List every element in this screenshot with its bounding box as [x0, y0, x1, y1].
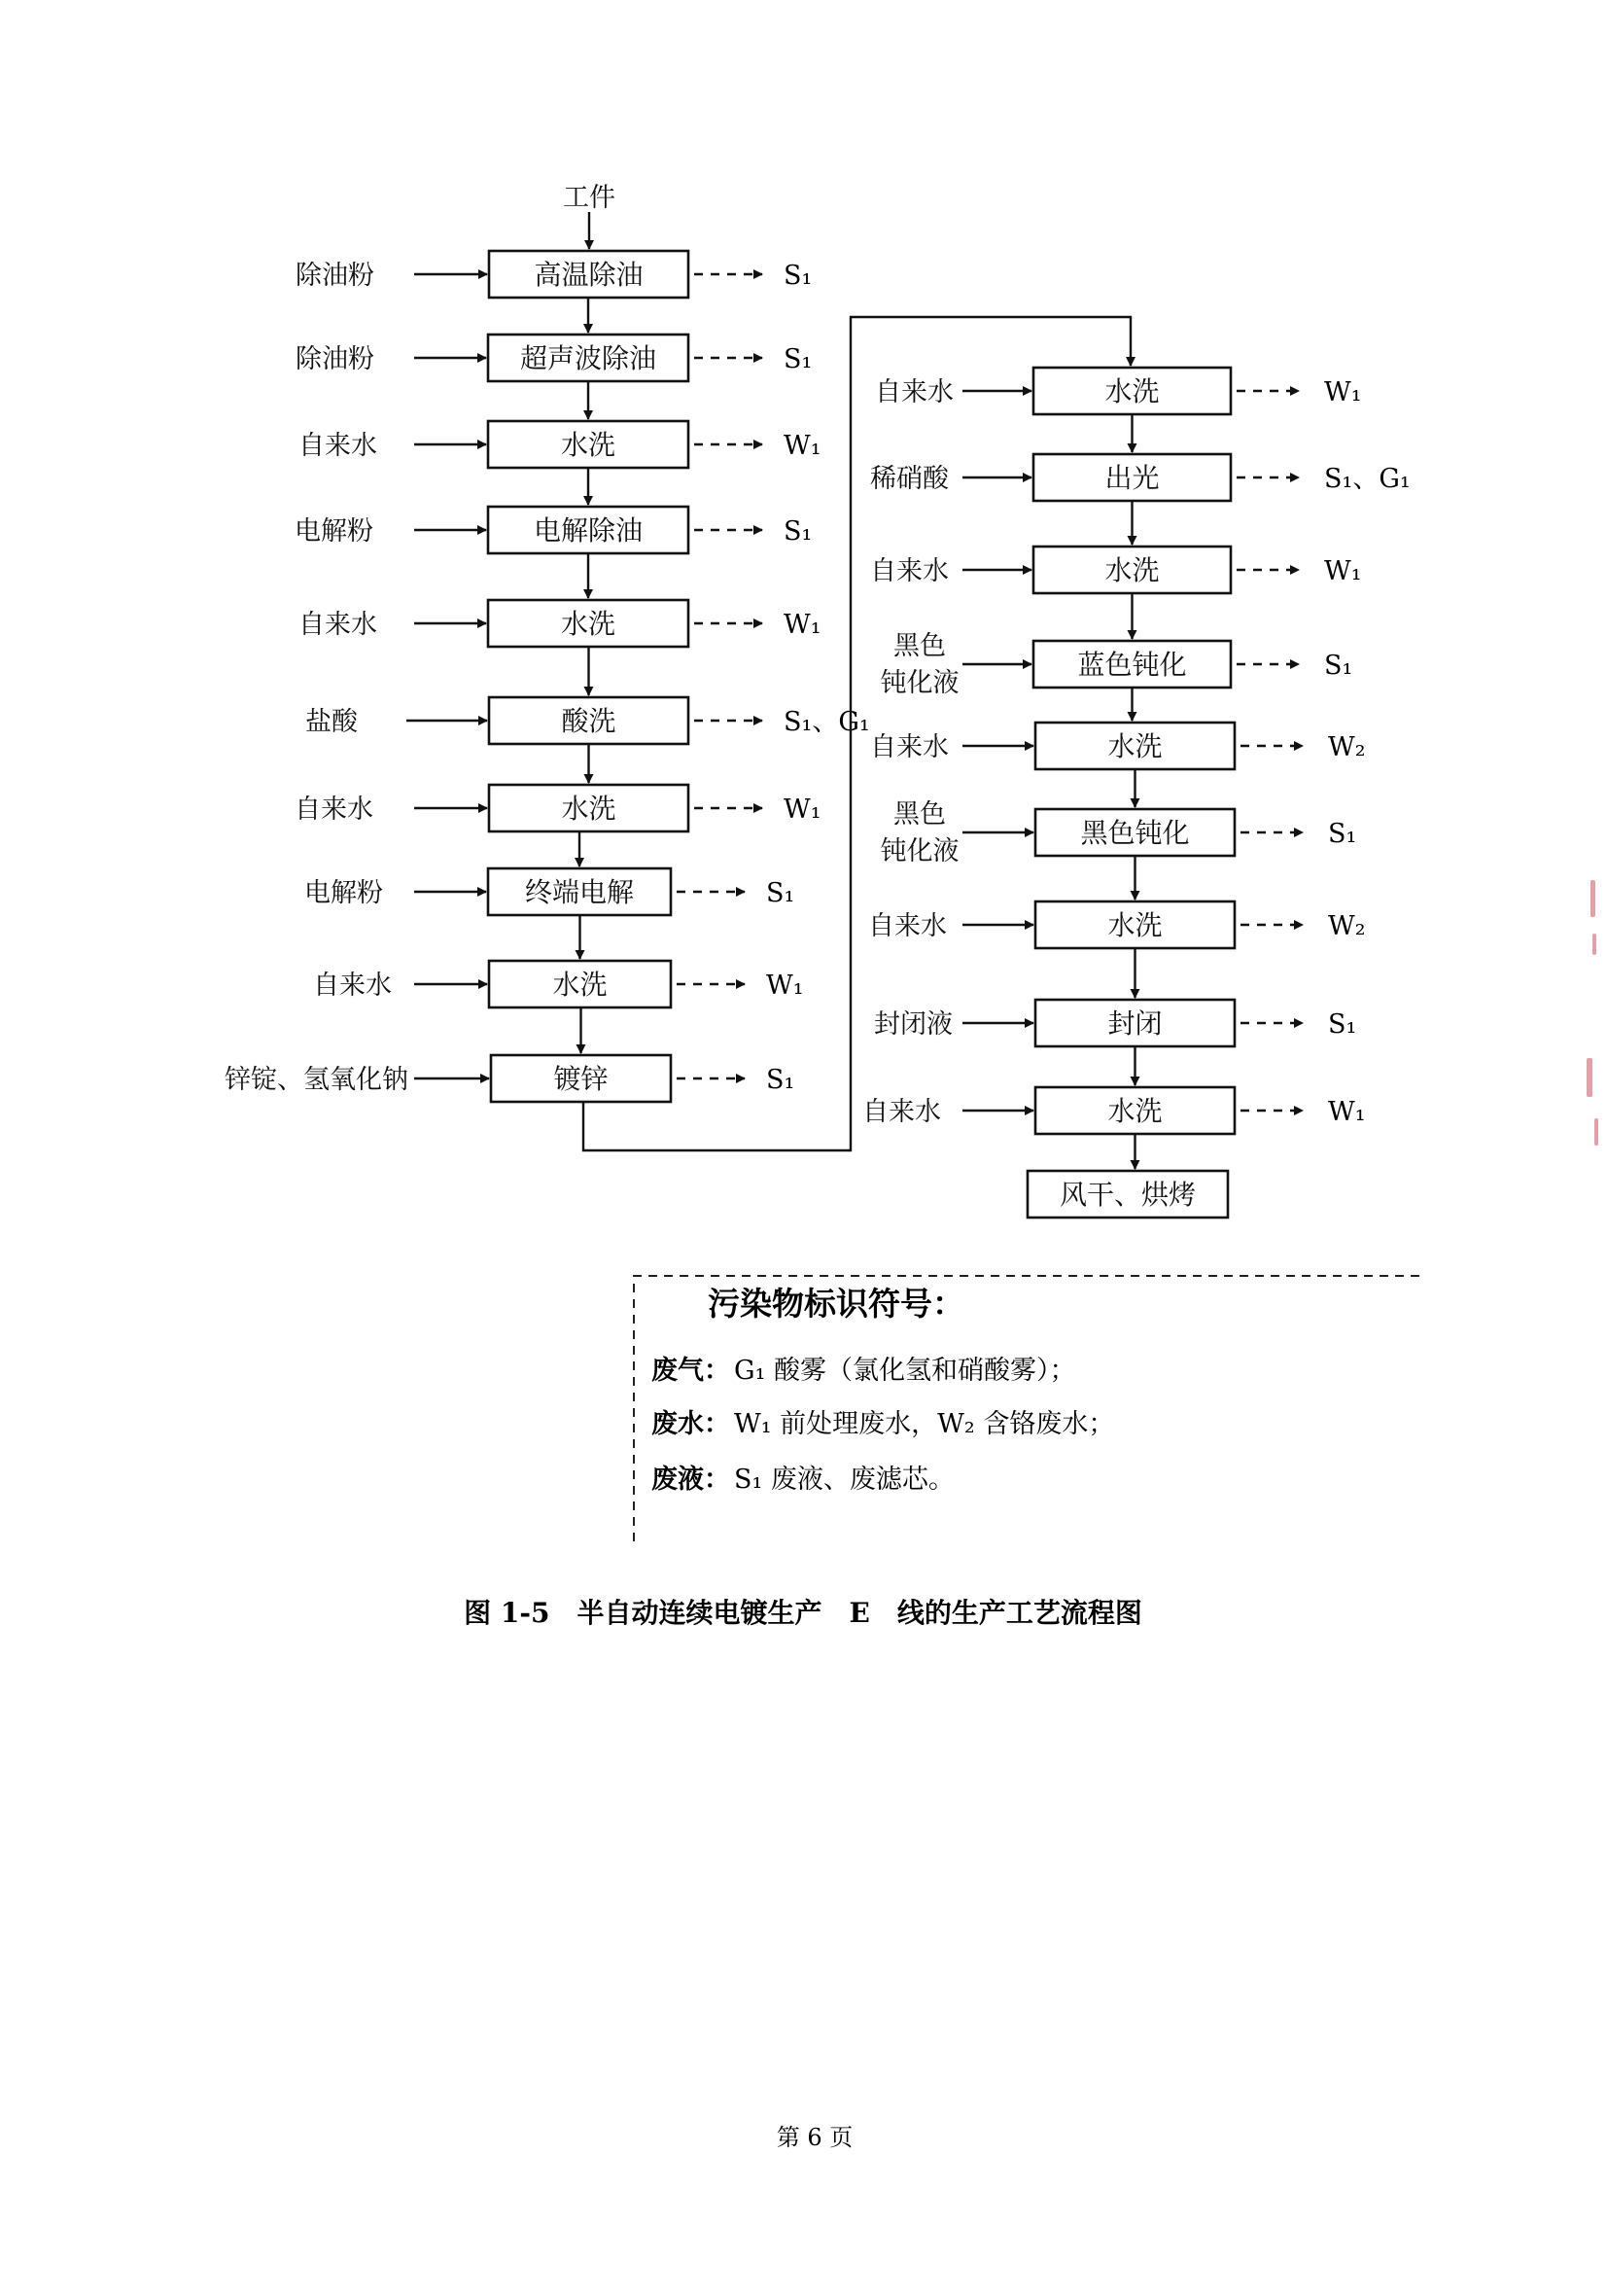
- legend-title: 污染物标识符号：: [708, 1285, 964, 1323]
- process-step-label: 高温除油: [534, 259, 644, 291]
- process-step-label: 水洗: [560, 608, 616, 640]
- legend-item-exhaust: 废气： G₁ 酸雾（氯化氢和硝酸雾）；: [651, 1356, 1076, 1386]
- process-step-label: 水洗: [1104, 554, 1160, 586]
- input-label: 自来水: [862, 1097, 941, 1127]
- input-label: 自来水: [295, 795, 373, 825]
- output-label: W₁: [784, 610, 821, 640]
- output-label: W₁: [1324, 377, 1362, 407]
- input-label: 除油粉: [296, 344, 374, 374]
- input-label: 电解粉: [304, 878, 383, 908]
- final-step-label: 风干、烘烤: [1059, 1179, 1197, 1211]
- output-label: W₁: [1328, 1097, 1366, 1127]
- input-label: 封闭液: [874, 1009, 953, 1040]
- output-label: W₁: [766, 971, 804, 1001]
- input-label: 自来水: [870, 732, 949, 762]
- output-label: S₁: [766, 1065, 795, 1095]
- page-number: 第 6 页: [776, 2124, 854, 2151]
- output-label: S₁: [766, 878, 795, 908]
- input-label: 自来水: [298, 431, 377, 461]
- input-label: 稀硝酸: [870, 464, 949, 494]
- output-label: S₁: [784, 516, 813, 547]
- source-label: 工件: [563, 183, 615, 213]
- input-label: 自来水: [298, 610, 377, 640]
- process-step-label: 水洗: [1107, 1095, 1163, 1127]
- output-label: S₁: [1328, 1009, 1357, 1040]
- stamp-marks: [1587, 880, 1598, 1146]
- output-label: S₁、G₁: [784, 707, 870, 737]
- process-step-label: 蓝色钝化: [1077, 649, 1187, 681]
- input-label: 黑色钝化液: [880, 631, 960, 698]
- process-step-label: 水洗: [561, 793, 616, 825]
- process-step-label: 水洗: [1107, 909, 1163, 941]
- process-step-label: 封闭: [1107, 1007, 1163, 1040]
- input-label: 黑色钝化液: [880, 799, 960, 866]
- output-label: S₁、G₁: [1324, 464, 1411, 494]
- output-label: W₁: [784, 431, 821, 461]
- output-label: S₁: [784, 261, 813, 291]
- process-step-label: 水洗: [552, 969, 608, 1001]
- process-step-label: 出光: [1104, 462, 1160, 494]
- output-label: W₁: [1324, 556, 1362, 586]
- pollutant-legend: [634, 1276, 1421, 1541]
- process-step-label: 终端电解: [524, 876, 635, 908]
- input-label: 电解粉: [295, 516, 373, 547]
- input-label: 盐酸: [305, 707, 358, 737]
- input-label: 锌锭、氢氧化钠: [225, 1065, 408, 1095]
- output-label: W₂: [1328, 911, 1366, 941]
- process-step-label: 水洗: [1107, 730, 1163, 762]
- process-step-label: 水洗: [560, 429, 616, 461]
- figure-caption: 图 1-5 半自动连续电镀生产 E 线的生产工艺流程图: [464, 1597, 1142, 1629]
- process-step-label: 镀锌: [553, 1063, 609, 1095]
- process-step-label: 超声波除油: [519, 342, 657, 374]
- input-label: 除油粉: [296, 261, 374, 291]
- input-label: 自来水: [313, 971, 392, 1001]
- output-label: S₁: [1324, 651, 1353, 681]
- input-label: 自来水: [868, 911, 947, 941]
- output-label: W₁: [784, 795, 821, 825]
- output-label: S₁: [1328, 819, 1357, 849]
- input-label: 自来水: [870, 556, 949, 586]
- process-step-label: 水洗: [1104, 375, 1160, 407]
- input-label: 自来水: [875, 377, 954, 407]
- output-label: W₂: [1328, 732, 1366, 762]
- output-label: S₁: [784, 344, 813, 374]
- process-step-label: 黑色钝化: [1080, 817, 1190, 849]
- flow-chart: [225, 183, 1411, 1218]
- process-step-label: 酸洗: [561, 705, 616, 737]
- legend-item-waste-liquid: 废液： S₁ 废液、废滤芯。: [651, 1465, 955, 1495]
- process-step-label: 电解除油: [533, 514, 644, 547]
- legend-item-wastewater: 废水： W₁ 前处理废水，W₂ 含铬废水；: [651, 1409, 1115, 1439]
